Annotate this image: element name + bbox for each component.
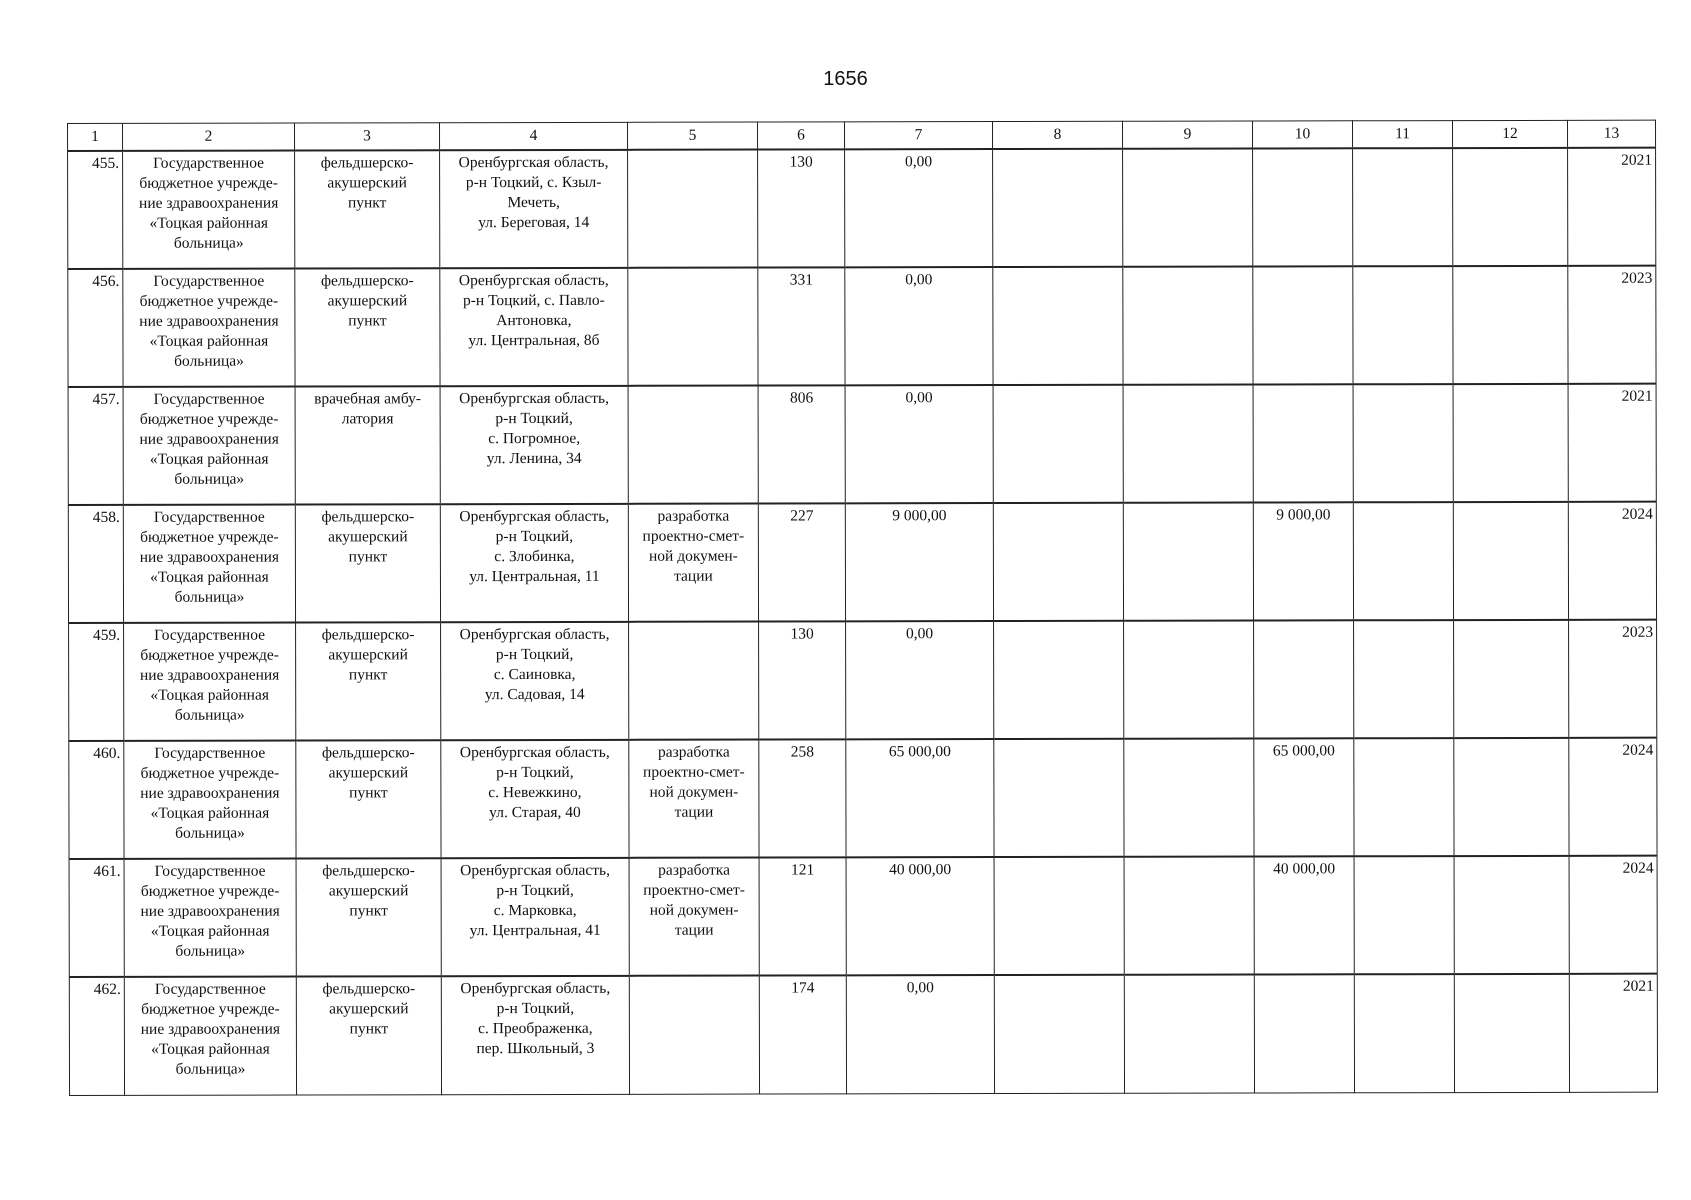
row-number: 461.	[69, 859, 124, 977]
address-cell-line: ул. Старая, 40	[489, 803, 581, 822]
col-11-cell	[1353, 148, 1453, 266]
organization-cell-line: больница»	[174, 588, 245, 606]
facility-type-cell-line: фельдшерско-	[321, 508, 415, 526]
col-12-cell	[1454, 856, 1569, 974]
year-cell: 2021	[1569, 974, 1657, 1092]
col-11-cell	[1354, 620, 1454, 738]
col-9-cell	[1123, 503, 1253, 621]
row-number: 456.	[68, 269, 123, 387]
organization-cell-line: больница»	[175, 942, 246, 960]
total-amount-cell: 0,00	[845, 149, 993, 267]
organization-cell-line: «Тоцкая районная	[149, 214, 269, 232]
row-number: 457.	[68, 387, 123, 505]
organization-cell	[123, 151, 295, 269]
facility-type-cell	[295, 150, 440, 268]
address-cell-line: Оренбургская область,	[459, 625, 610, 644]
organization-cell-line: ние здравоохранения	[140, 784, 280, 802]
work-type-cell	[629, 740, 759, 858]
facility-type-cell	[295, 386, 440, 504]
address-cell-line: Оренбургская область,	[459, 507, 610, 526]
work-type-cell-line: тации	[674, 567, 713, 585]
facility-type-cell-line: акушерский	[327, 292, 408, 310]
column-header: 4	[440, 122, 628, 150]
work-type-cell-line: проектно-смет-	[642, 527, 745, 545]
col-8-cell	[994, 975, 1124, 1093]
column-header: 1	[68, 123, 123, 151]
address-cell-line: Мечеть,	[507, 193, 560, 212]
address-cell-line: с. Невежкино,	[488, 783, 582, 802]
address-cell-line: с. Преображенка,	[478, 1019, 593, 1038]
address-cell-line: пер. Школьный, 3	[476, 1039, 595, 1058]
area-cell: 331	[758, 267, 845, 385]
area-cell: 130	[758, 149, 845, 267]
organization-cell-line: Государственное	[154, 626, 266, 644]
col-9-cell	[1123, 267, 1253, 385]
col-12-cell	[1454, 738, 1569, 856]
column-header: 13	[1567, 120, 1655, 148]
data-table	[67, 120, 1658, 1096]
address-cell	[440, 150, 628, 268]
col-9-cell	[1124, 857, 1254, 975]
total-amount-cell: 40 000,00	[846, 857, 994, 975]
address-cell-line: ул. Центральная, 11	[469, 567, 600, 586]
col-12-cell	[1453, 148, 1568, 266]
table-row	[69, 738, 1657, 859]
column-header: 12	[1452, 120, 1567, 148]
facility-type-cell-line: врачебная амбу-	[314, 390, 422, 408]
facility-type-cell-line: фельдшерско-	[320, 154, 414, 172]
address-cell-line: ул. Садовая, 14	[484, 685, 585, 704]
facility-type-cell-line: акушерский	[328, 764, 409, 782]
total-amount-cell: 9 000,00	[845, 503, 993, 621]
facility-type-cell	[296, 858, 441, 976]
organization-cell-line: бюджетное учрежде-	[140, 882, 280, 900]
organization-cell-line: «Тоцкая районная	[151, 1040, 270, 1058]
facility-type-cell-line: пункт	[349, 1020, 389, 1038]
row-number: 459.	[69, 623, 124, 741]
work-type-cell	[628, 150, 758, 268]
work-type-cell	[629, 976, 759, 1094]
area-cell: 258	[759, 739, 846, 857]
organization-cell	[124, 859, 296, 977]
organization-cell-line: ние здравоохранения	[140, 902, 280, 920]
organization-cell-line: больница»	[175, 824, 245, 842]
area-cell: 227	[758, 503, 845, 621]
address-cell-line: ул. Ленина, 34	[486, 449, 582, 468]
area-cell: 130	[759, 621, 846, 739]
work-type-cell-line: тации	[674, 803, 714, 821]
col-10-amount-cell: 40 000,00	[1254, 856, 1354, 974]
address-cell-line: с. Злобинка,	[494, 547, 575, 566]
row-number: 458.	[68, 505, 123, 623]
organization-cell-line: Государственное	[153, 390, 265, 408]
year-cell: 2021	[1568, 384, 1656, 502]
area-cell: 806	[758, 385, 845, 503]
year-cell: 2023	[1569, 620, 1657, 738]
address-cell	[441, 740, 629, 858]
address-cell-line: Оренбургская область,	[458, 153, 609, 172]
work-type-cell-line: ной докумен-	[648, 547, 738, 565]
column-header: 2	[123, 123, 295, 151]
organization-cell-line: Государственное	[153, 154, 265, 172]
page-number: 1656	[823, 68, 868, 90]
organization-cell-line: «Тоцкая районная	[150, 568, 269, 586]
facility-type-cell-line: пункт	[348, 666, 388, 684]
col-12-cell	[1453, 502, 1568, 620]
organization-cell-line: Государственное	[154, 980, 266, 998]
table-row	[68, 148, 1656, 269]
address-cell-line: ул. Береговая, 14	[478, 213, 590, 232]
col-8-cell	[993, 149, 1123, 267]
col-12-cell	[1453, 384, 1568, 502]
facility-type-cell-line: фельдшерско-	[322, 980, 416, 998]
col-8-cell	[993, 503, 1123, 621]
address-cell-line: р-н Тоцкий,	[495, 527, 574, 546]
address-cell-line: р-н Тоцкий,	[495, 645, 574, 664]
col-8-cell	[994, 621, 1124, 739]
organization-cell-line: «Тоцкая районная	[150, 922, 270, 940]
organization-cell	[124, 977, 296, 1095]
organization-cell-line: бюджетное учрежде-	[140, 764, 280, 782]
column-header: 6	[757, 122, 844, 150]
organization-cell-line: ние здравоохранения	[139, 548, 280, 566]
organization-cell-line: Государственное	[153, 272, 265, 290]
total-amount-cell: 0,00	[846, 975, 994, 1093]
address-cell-line: с. Погромное,	[488, 429, 581, 448]
facility-type-cell-line: фельдшерско-	[321, 626, 415, 644]
col-12-cell	[1454, 974, 1569, 1092]
address-cell-line: р-н Тоцкий,	[496, 999, 575, 1018]
col-10-amount-cell	[1253, 266, 1353, 384]
column-header: 7	[844, 122, 992, 150]
organization-cell-line: «Тоцкая районная	[149, 332, 269, 350]
facility-type-cell	[296, 740, 441, 858]
facility-type-cell-line: пункт	[349, 784, 388, 802]
address-cell-line: Оренбургская область,	[460, 979, 611, 998]
organization-cell-line: бюджетное учрежде-	[141, 1000, 280, 1018]
facility-type-cell-line: акушерский	[328, 646, 408, 664]
work-type-cell	[628, 504, 758, 622]
col-10-amount-cell: 9 000,00	[1253, 502, 1353, 620]
address-cell	[441, 622, 629, 740]
organization-cell-line: Государственное	[154, 744, 266, 762]
col-12-cell	[1454, 620, 1569, 738]
organization-cell-line: больница»	[174, 352, 244, 370]
organization-cell-line: бюджетное учрежде-	[139, 292, 279, 310]
facility-type-cell	[296, 976, 441, 1094]
facility-type-cell-line: фельдшерско-	[321, 744, 415, 762]
col-8-cell	[994, 739, 1124, 857]
address-cell-line: Антоновка,	[496, 311, 572, 330]
organization-cell	[123, 269, 295, 387]
facility-type-cell-line: акушерский	[328, 882, 409, 900]
organization-cell	[123, 387, 295, 505]
facility-type-cell	[296, 622, 441, 740]
table-row	[68, 384, 1656, 505]
work-type-cell-line: разработка	[657, 743, 730, 761]
total-amount-cell: 0,00	[846, 621, 994, 739]
organization-cell-line: ние здравоохранения	[140, 1020, 281, 1038]
address-cell-line: р-н Тоцкий,	[496, 763, 574, 782]
work-type-cell-line: проектно-смет-	[642, 763, 745, 781]
row-number: 455.	[68, 151, 123, 269]
organization-cell-line: Государственное	[154, 862, 266, 880]
facility-type-cell-line: пункт	[348, 312, 387, 330]
col-9-cell	[1123, 385, 1253, 503]
area-cell: 174	[759, 975, 846, 1093]
table-row	[69, 974, 1657, 1095]
address-cell	[440, 504, 628, 622]
work-type-cell-line: тации	[674, 921, 714, 939]
col-10-amount-cell	[1253, 384, 1353, 502]
row-number: 460.	[69, 741, 124, 859]
total-amount-cell: 65 000,00	[846, 739, 994, 857]
facility-type-cell-line: пункт	[348, 548, 388, 566]
facility-type-cell	[295, 504, 440, 622]
col-10-amount-cell	[1254, 974, 1354, 1092]
address-cell	[440, 268, 628, 386]
organization-cell-line: «Тоцкая районная	[150, 804, 270, 822]
work-type-cell-line: ной докумен-	[649, 783, 739, 801]
col-11-cell	[1353, 384, 1453, 502]
column-header: 10	[1252, 121, 1352, 149]
organization-cell-line: ние здравоохранения	[139, 430, 279, 448]
column-header: 11	[1352, 121, 1452, 149]
column-header: 8	[992, 121, 1122, 149]
col-8-cell	[993, 385, 1123, 503]
col-9-cell	[1124, 739, 1254, 857]
col-11-cell	[1354, 974, 1454, 1092]
organization-cell-line: ние здравоохранения	[139, 312, 279, 330]
table-row	[69, 856, 1657, 977]
address-cell-line: с. Саиновка,	[493, 665, 576, 684]
address-cell-line: р-н Тоцкий,	[496, 881, 574, 900]
col-8-cell	[993, 267, 1123, 385]
column-header: 5	[627, 122, 757, 150]
work-type-cell	[628, 268, 758, 386]
organization-cell-line: больница»	[173, 234, 244, 252]
col-9-cell	[1123, 149, 1253, 267]
year-cell: 2021	[1568, 148, 1656, 266]
total-amount-cell: 0,00	[845, 385, 993, 503]
facility-type-cell-line: фельдшерско-	[320, 272, 414, 290]
address-cell-line: Оренбургская область,	[460, 861, 610, 880]
organization-cell	[124, 623, 296, 741]
facility-type-cell-line: пункт	[347, 194, 387, 212]
organization-cell-line: Государственное	[153, 508, 265, 526]
organization-cell-line: ние здравоохранения	[139, 666, 280, 684]
work-type-cell-line: разработка	[658, 861, 730, 879]
organization-cell-line: «Тоцкая районная	[149, 450, 269, 468]
col-11-cell	[1354, 738, 1454, 856]
address-cell-line: ул. Центральная, 8б	[468, 331, 600, 350]
facility-type-cell	[295, 268, 440, 386]
organization-cell-line: больница»	[174, 706, 245, 724]
address-cell	[441, 976, 629, 1094]
organization-cell-line: бюджетное учрежде-	[139, 174, 278, 192]
address-cell-line: Оренбургская область,	[459, 743, 610, 762]
col-11-cell	[1354, 856, 1454, 974]
facility-type-cell-line: латория	[341, 410, 394, 428]
organization-cell-line: ние здравоохранения	[138, 194, 279, 212]
address-cell-line: Оренбургская область,	[459, 389, 609, 408]
work-type-cell-line: разработка	[657, 507, 730, 525]
facility-type-cell-line: акушерский	[329, 1000, 409, 1018]
row-number: 462.	[69, 977, 124, 1095]
col-9-cell	[1124, 975, 1254, 1093]
organization-cell-line: бюджетное учрежде-	[140, 646, 279, 664]
year-cell: 2024	[1569, 856, 1657, 974]
work-type-cell	[628, 386, 758, 504]
organization-cell	[123, 505, 295, 623]
work-type-cell-line: проектно-смет-	[643, 881, 745, 899]
work-type-cell	[629, 858, 759, 976]
col-12-cell	[1453, 266, 1568, 384]
col-9-cell	[1124, 621, 1254, 739]
facility-type-cell-line: акушерский	[327, 174, 407, 192]
organization-cell	[124, 741, 296, 859]
header-row	[68, 120, 1656, 151]
organization-cell-line: больница»	[175, 1060, 246, 1078]
organization-cell-line: больница»	[174, 470, 245, 488]
year-cell: 2024	[1569, 738, 1657, 856]
year-cell: 2023	[1568, 266, 1656, 384]
col-8-cell	[994, 857, 1124, 975]
address-cell-line: р-н Тоцкий, с. Кзыл-	[465, 173, 602, 192]
col-10-amount-cell: 65 000,00	[1254, 738, 1354, 856]
work-type-cell-line: ной докумен-	[649, 901, 739, 919]
table-row	[68, 502, 1656, 623]
address-cell-line: ул. Центральная, 41	[469, 921, 601, 940]
total-amount-cell: 0,00	[845, 267, 993, 385]
work-type-cell	[629, 622, 759, 740]
table-row	[69, 620, 1657, 741]
table-body	[68, 148, 1658, 1095]
address-cell-line: р-н Тоцкий, с. Павло-	[462, 291, 605, 310]
area-cell: 121	[759, 857, 846, 975]
year-cell: 2024	[1568, 502, 1656, 620]
column-header: 3	[295, 123, 440, 151]
column-header: 9	[1122, 121, 1252, 149]
address-cell	[441, 858, 629, 976]
facility-type-cell-line: фельдшерско-	[322, 862, 415, 880]
col-11-cell	[1353, 266, 1453, 384]
col-11-cell	[1353, 502, 1453, 620]
col-10-amount-cell	[1253, 148, 1353, 266]
address-cell-line: Оренбургская область,	[458, 271, 609, 290]
facility-type-cell-line: акушерский	[328, 528, 408, 546]
organization-cell-line: «Тоцкая районная	[150, 686, 269, 704]
organization-cell-line: бюджетное учрежде-	[139, 410, 279, 428]
col-10-amount-cell	[1254, 620, 1354, 738]
address-cell-line: р-н Тоцкий,	[495, 409, 573, 428]
facility-type-cell-line: пункт	[349, 902, 388, 920]
table-row	[68, 266, 1656, 387]
address-cell-line: с. Марковка,	[493, 901, 577, 920]
address-cell	[440, 386, 628, 504]
organization-cell-line: бюджетное учрежде-	[140, 528, 279, 546]
